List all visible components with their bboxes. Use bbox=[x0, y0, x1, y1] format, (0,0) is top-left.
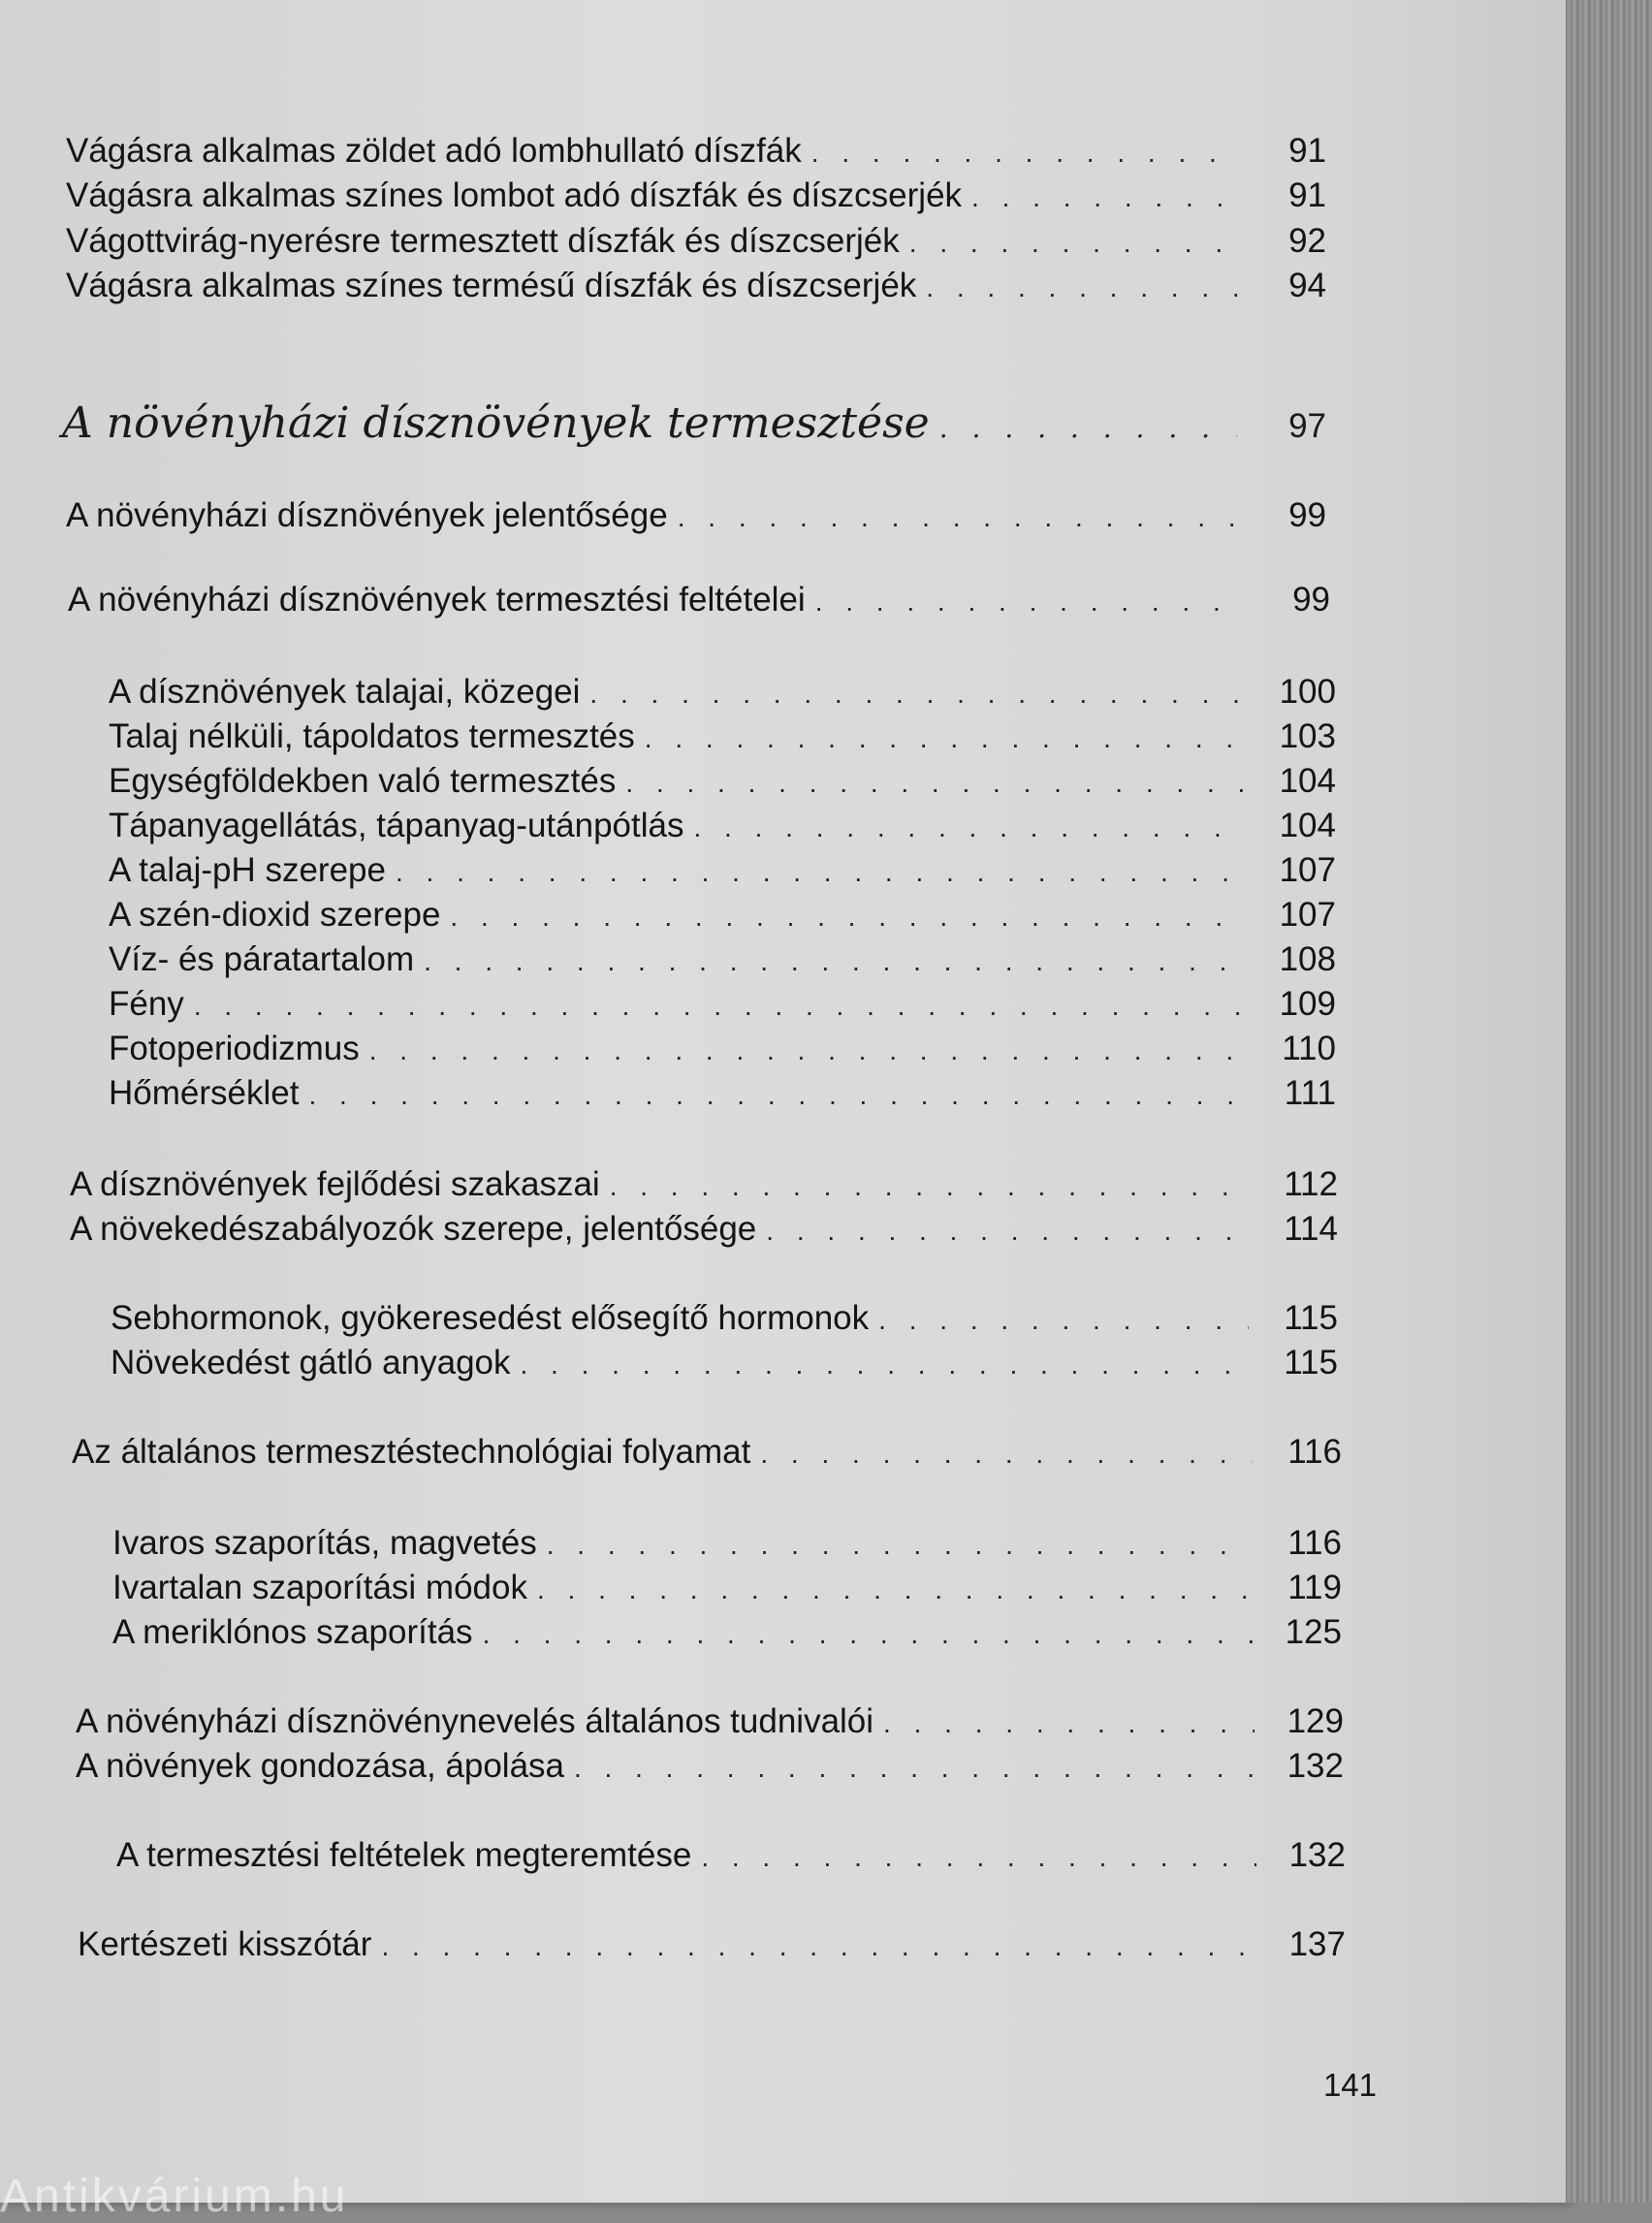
toc-entry-title: Ivaros szaporítás, magvetés bbox=[112, 1524, 537, 1562]
toc-entry bbox=[109, 760, 1336, 805]
toc-entry bbox=[66, 130, 1326, 175]
toc-entry bbox=[116, 1834, 1346, 1879]
toc-entry-page: 107 bbox=[1279, 896, 1336, 934]
toc-entry bbox=[109, 805, 1336, 849]
watermark: Antikvárium.hu bbox=[0, 2171, 349, 2222]
toc-entry-page: 99 bbox=[1288, 496, 1326, 534]
toc-entry-title: Vágásra alkalmas színes termésű díszfák és díszcserjék bbox=[66, 267, 917, 304]
toc-entry-page: 129 bbox=[1287, 1702, 1344, 1740]
dot-leader bbox=[521, 1344, 1250, 1386]
toc-entry-title: Víz- és páratartalom bbox=[109, 940, 415, 978]
toc-entry bbox=[66, 494, 1326, 539]
toc-entry bbox=[66, 220, 1326, 265]
dot-leader bbox=[939, 402, 1237, 455]
toc-entry-page: 137 bbox=[1288, 1925, 1346, 1963]
dot-leader bbox=[760, 1433, 1253, 1476]
dot-leader bbox=[424, 940, 1247, 983]
toc-entry-title: Sebhormonok, gyökeresedést elősegítő hormonok bbox=[111, 1299, 870, 1337]
toc-entry bbox=[109, 671, 1336, 715]
toc-entry-page: 108 bbox=[1279, 940, 1336, 978]
dot-leader bbox=[610, 1165, 1249, 1208]
toc-entry-page: 91 bbox=[1288, 132, 1326, 170]
dot-leader bbox=[971, 176, 1237, 219]
dot-leader bbox=[194, 985, 1247, 1028]
dot-leader bbox=[678, 496, 1237, 539]
toc-entry-page: 104 bbox=[1279, 807, 1336, 844]
toc-entry-title: A dísznövények fejlődési szakaszai bbox=[70, 1165, 600, 1203]
toc-entry bbox=[70, 1163, 1338, 1208]
toc-entry bbox=[76, 1745, 1344, 1790]
toc-entry-title: Vágásra alkalmas színes lombot adó díszfák és díszcserjék bbox=[66, 176, 963, 214]
toc-entry-page: 104 bbox=[1279, 762, 1336, 800]
toc-entry-title: A növények gondozása, ápolása bbox=[76, 1747, 564, 1785]
dot-leader bbox=[926, 267, 1237, 309]
toc-entry-title: Vágásra alkalmas zöldet adó lombhullató díszfák bbox=[66, 132, 802, 170]
dot-leader bbox=[815, 581, 1241, 623]
toc-entry bbox=[70, 1208, 1338, 1253]
dot-leader bbox=[381, 1925, 1256, 1968]
toc-entry bbox=[66, 265, 1326, 309]
dot-leader bbox=[369, 1030, 1247, 1072]
toc-entry-page: 125 bbox=[1285, 1613, 1342, 1651]
page-edge-stack bbox=[1566, 0, 1652, 2203]
toc-entry bbox=[109, 983, 1336, 1028]
dot-leader bbox=[625, 762, 1247, 805]
dot-leader bbox=[645, 717, 1247, 760]
toc-entry-title: Talaj nélküli, tápoldatos termesztés bbox=[109, 717, 635, 755]
toc-entry-page: 91 bbox=[1288, 176, 1326, 214]
dot-leader bbox=[574, 1747, 1255, 1790]
dot-leader bbox=[878, 1299, 1249, 1342]
toc-entry-title: A növekedészabályozók szerepe, jelentősége bbox=[70, 1210, 757, 1248]
dot-leader bbox=[483, 1613, 1253, 1656]
toc-entry-page: 116 bbox=[1287, 1524, 1342, 1562]
toc-entry-title: A talaj-pH szerepe bbox=[109, 851, 386, 889]
toc-entry-page: 115 bbox=[1284, 1299, 1338, 1337]
toc-entry-page: 99 bbox=[1292, 581, 1330, 619]
dot-leader bbox=[308, 1074, 1247, 1117]
toc-entry-title: A termesztési feltételek megteremtése bbox=[116, 1836, 692, 1874]
toc-entry-title: Tápanyagellátás, tápanyag-utánpótlás bbox=[109, 807, 684, 844]
dot-leader bbox=[909, 222, 1237, 265]
toc-entry-title: Növekedést gátló anyagok bbox=[111, 1344, 511, 1381]
toc-entry-title: A növényházi dísznövények termesztési feltételei bbox=[68, 581, 806, 619]
toc-entry bbox=[109, 894, 1336, 938]
toc-entry-page: 111 bbox=[1284, 1074, 1336, 1112]
toc-entry bbox=[109, 849, 1336, 894]
dot-leader bbox=[450, 896, 1247, 938]
toc-entry-page: 115 bbox=[1284, 1344, 1338, 1381]
toc-entry-page: 116 bbox=[1287, 1433, 1342, 1471]
toc-entry bbox=[109, 1072, 1336, 1117]
toc-entry-title: Kertészeti kisszótár bbox=[78, 1925, 372, 1963]
dot-leader bbox=[589, 673, 1247, 715]
toc-entry-page: 107 bbox=[1279, 851, 1336, 889]
toc-entry-page: 112 bbox=[1284, 1165, 1338, 1203]
toc-entry-page: 92 bbox=[1288, 222, 1326, 260]
toc-entry-title: Ivartalan szaporítási módok bbox=[112, 1569, 527, 1606]
dot-leader bbox=[883, 1702, 1255, 1745]
toc-entry-title: A dísznövények talajai, közegei bbox=[109, 673, 581, 711]
toc-entry bbox=[72, 1431, 1342, 1476]
toc-entry-page: 103 bbox=[1279, 717, 1336, 755]
toc-entry bbox=[111, 1297, 1338, 1342]
toc-entry-title: A növényházi dísznövények jelentősége bbox=[66, 496, 668, 534]
toc-entry-title: A növényházi dísznövénynevelés általános tudnivalói bbox=[76, 1702, 874, 1740]
toc-entry bbox=[68, 579, 1330, 623]
toc-entry bbox=[76, 1700, 1344, 1745]
dot-leader bbox=[693, 807, 1247, 849]
toc-entry bbox=[112, 1611, 1342, 1656]
toc-entry bbox=[112, 1567, 1342, 1611]
dot-leader bbox=[396, 851, 1247, 894]
dot-leader bbox=[547, 1524, 1253, 1567]
dot-leader bbox=[766, 1210, 1249, 1253]
dot-leader bbox=[701, 1836, 1256, 1879]
toc-entry-title: Az általános termesztéstechnológiai folyamat bbox=[72, 1433, 751, 1471]
toc-entry-title: A meriklónos szaporítás bbox=[112, 1613, 473, 1651]
toc-entry-page: 97 bbox=[1288, 407, 1326, 445]
toc-entry-title: Egységföldekben való termesztés bbox=[109, 762, 617, 800]
toc-entry-page: 119 bbox=[1287, 1569, 1342, 1606]
toc-entry bbox=[112, 1522, 1342, 1567]
toc-entry-page: 110 bbox=[1282, 1030, 1336, 1067]
toc-chapter-entry bbox=[62, 397, 1326, 455]
toc-entry-page: 109 bbox=[1279, 985, 1336, 1023]
toc-entry-title: A szén-dioxid szerepe bbox=[109, 896, 441, 934]
toc-entry bbox=[109, 938, 1336, 983]
page-number: 141 bbox=[1322, 2067, 1377, 2103]
toc-entry-page: 100 bbox=[1279, 673, 1336, 711]
toc-entry-title: Fény bbox=[109, 985, 184, 1023]
toc-entry bbox=[109, 1028, 1336, 1072]
toc-entry-page: 132 bbox=[1287, 1747, 1344, 1785]
dot-leader bbox=[811, 132, 1237, 175]
toc-entry-page: 114 bbox=[1284, 1210, 1338, 1248]
toc-chapter-title: A növényházi dísznövények termesztése bbox=[62, 398, 930, 448]
toc-entry-title: Fotoperiodizmus bbox=[109, 1030, 360, 1067]
toc-entry-page: 94 bbox=[1288, 267, 1326, 304]
toc-entry bbox=[111, 1342, 1338, 1386]
toc-entry bbox=[78, 1923, 1346, 1968]
toc-entry-page: 132 bbox=[1288, 1836, 1346, 1874]
toc-entry bbox=[109, 715, 1336, 760]
toc-entry bbox=[66, 175, 1326, 219]
dot-leader bbox=[537, 1569, 1253, 1611]
toc-entry-title: Hőmérséklet bbox=[109, 1074, 300, 1112]
toc-entry-title: Vágottvirág-nyerésre termesztett díszfák és díszcserjék bbox=[66, 222, 900, 260]
